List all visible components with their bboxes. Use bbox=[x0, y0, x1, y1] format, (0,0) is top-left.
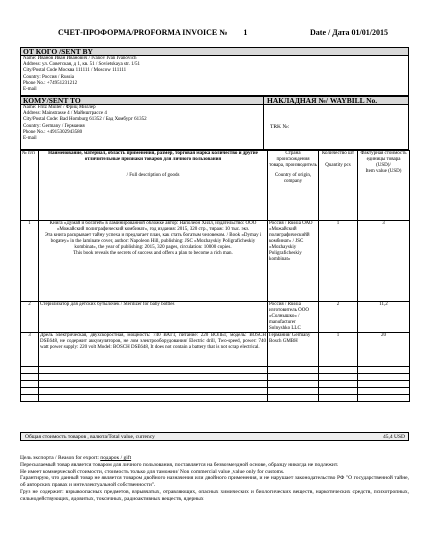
table-row-empty bbox=[21, 367, 410, 374]
row-country: Россия / Russia изготовитель ООО «Солнышко» / manufacturer Solnyshko LLC bbox=[268, 302, 319, 333]
footer-paragraph: Груз не содержит: взрывоопасных предметов, взрывчатых, отравляющих, опасных химических и биологических веществ, наркотических средств, психотропных, сильнодействующих, ядовитых, токсичных, радиоактивных веществ, ядерных bbox=[20, 488, 409, 502]
recipient-city: City/Postal Code: Bad Homburg 61352 / Бад Хомбург 61352 bbox=[23, 117, 147, 123]
row-num: 1 bbox=[21, 221, 39, 302]
recipient-address-block bbox=[20, 105, 409, 150]
recipient-address: Address: Mainstrasse 4 / Майнштрассе 4 bbox=[23, 111, 107, 117]
row-description-ru: Книга «Думай и богатей» в ламинированной обложке автор: Наполеон Хилл, издательство: ООО «Можайский полиграфический комбинат», год издания: 2015, 320 стр., тираж: 10 тыс. экз. bbox=[49, 221, 257, 232]
export-reason-value: подарок / gift bbox=[100, 455, 132, 461]
table-row bbox=[21, 302, 410, 333]
recipient-email: E-mail bbox=[23, 136, 37, 142]
total-row bbox=[20, 432, 409, 441]
row-num: 2 bbox=[21, 302, 39, 333]
total-label: Общая стоимость товаров , валюта/Total value, currency bbox=[25, 434, 155, 440]
value-header-en: Item value (USD) bbox=[365, 169, 402, 174]
col-qty-header bbox=[319, 151, 358, 221]
table-row-empty bbox=[21, 381, 410, 388]
table-row bbox=[21, 221, 410, 302]
row-qty: 2 bbox=[319, 302, 358, 333]
export-reason bbox=[20, 455, 409, 462]
invoice-date: Date / Дата 01/01/2015 bbox=[310, 28, 388, 37]
table-row-empty bbox=[21, 374, 410, 381]
row-num: 3 bbox=[21, 333, 39, 367]
table-header-row bbox=[21, 151, 410, 221]
row-qty: 1 bbox=[319, 221, 358, 302]
recipient-country: Country: Germany / Германия bbox=[23, 123, 85, 129]
row-description-en: Эта книга раскрывает тайну успеха и предлагает план, как стать богатым человеком. / Book «Dymay i bogatey» in the laminate cover, author: Napoleon Hill, publishing: JSC «Mozhayskiy Poligraficheskiy kombinat», the year of publishing: 2015, 320 pages, circulation: 10000 copies. bbox=[44, 233, 262, 250]
qty-header-ru: Количество шт bbox=[321, 151, 355, 156]
recipient-name: Name: Fritz Muller / Фриц Миллер bbox=[23, 105, 96, 110]
row-qty: 1 bbox=[319, 333, 358, 367]
sender-email: E-mail bbox=[23, 87, 37, 93]
sender-name: Name: Иванов Иван Иванович / Ivanov Ivan Ivanovich bbox=[23, 56, 137, 61]
recipient-phone: Phone No.: +4915302943580 bbox=[23, 129, 83, 135]
items-table bbox=[20, 150, 410, 402]
row-description: Стерилизатор для детских бутылочек / Sterilizer for baby bottles bbox=[39, 302, 268, 333]
footer-paragraph: Не имеет коммерческой стоимости, стоимость только для таможни/ Non commercial value ,value only for customs. bbox=[20, 468, 285, 475]
sender-country: Country: Россия / Russia bbox=[23, 74, 74, 80]
country-header-en: Country of origin, company bbox=[274, 173, 312, 184]
qty-header-en: Quantity pcs bbox=[325, 163, 351, 168]
row-value: 3 bbox=[358, 221, 410, 302]
export-reason-label: Цель экспорта / Reason for export: bbox=[20, 455, 99, 461]
sender-address-block bbox=[20, 56, 409, 96]
row-country: Россия / Russia ОАО «Можайский полиграфическийй комбинат» / JSC «Mozhayskiy Poligraficheskiy kombinat» bbox=[268, 221, 319, 302]
row-description-note: This book reveals the secrets of success and offers a plan to become a rich man. bbox=[73, 251, 233, 256]
recipient-heading-bar bbox=[20, 96, 409, 105]
value-header-ru: Фактурная стоимость единицы товара (USD)/ bbox=[360, 151, 407, 168]
invoice-number: 1 bbox=[243, 28, 248, 37]
col-country-header bbox=[268, 151, 319, 221]
invoice-title-text: СЧЕТ-ПРОФОРМА/PROFORMA INVOICE № bbox=[58, 28, 228, 37]
footer-notes bbox=[20, 455, 409, 503]
row-description bbox=[39, 221, 268, 302]
description-header-ru: Наименование, материал, область применения, размер, торговая марка количество и другие отличительные признаки товаров для личного пользования bbox=[48, 151, 258, 162]
trk-label: TRK №: bbox=[270, 124, 290, 130]
sender-phone: Phone No.: +74951231212 bbox=[23, 80, 78, 86]
table-row-empty bbox=[21, 395, 410, 402]
row-value: 11,2 bbox=[358, 302, 410, 333]
col-description-header bbox=[39, 151, 268, 221]
table-row bbox=[21, 333, 410, 367]
invoice-title bbox=[58, 28, 247, 37]
col-num-header: № п/п bbox=[21, 151, 39, 221]
total-value: 45,4 USD bbox=[382, 434, 405, 440]
row-value: 20 bbox=[358, 333, 410, 367]
sender-address: Address: ул. Советская, д 1, кв. 51 / Sovietskaya str. 1/51 bbox=[23, 62, 141, 68]
col-value-header bbox=[358, 151, 410, 221]
sender-city: City/Postal Code Москва 111111 / Moscow 111111 bbox=[23, 68, 127, 74]
sender-heading: ОТ КОГО /SENT BY bbox=[20, 47, 409, 56]
footer-paragraph: Пересылаемый товар является товаром для личного пользования, поставляется на безвозмездной основе, образцу никогда не подлежит. bbox=[20, 461, 339, 468]
waybill-heading: НАКЛАДНАЯ №/ WAYBILL No. bbox=[267, 96, 378, 105]
footer-paragraph: Гарантирую, что данный товар не является товаром двойного назначения или двойного применения, и не нарушает законодательство РФ "О государственной тайне, об авторских правах и интеллектуальной собственности". bbox=[20, 475, 409, 489]
table-row-empty bbox=[21, 388, 410, 395]
row-description: Дрель электрическая, двухскоростная, мощность: 740 ВАТТ, питание: 220 ВОЛЬТ, модель: BOSCH DSE648, не содержит аккумуляторов, не лом электрооборудования/ Electric drill, Two-speed, power: 740 watt power supply: 220 volt Model: BOSCH DSE648, It does not contain a battery that is not scrap electrical. bbox=[39, 333, 268, 367]
row-country: Германия/ Germany Bosch GMBH bbox=[268, 333, 319, 367]
country-header-ru: Страна происхождения товара, производитель bbox=[269, 151, 317, 168]
recipient-heading: КОМУ/SENT TO bbox=[23, 96, 81, 105]
description-header-en: / Full description of goods bbox=[126, 173, 180, 178]
